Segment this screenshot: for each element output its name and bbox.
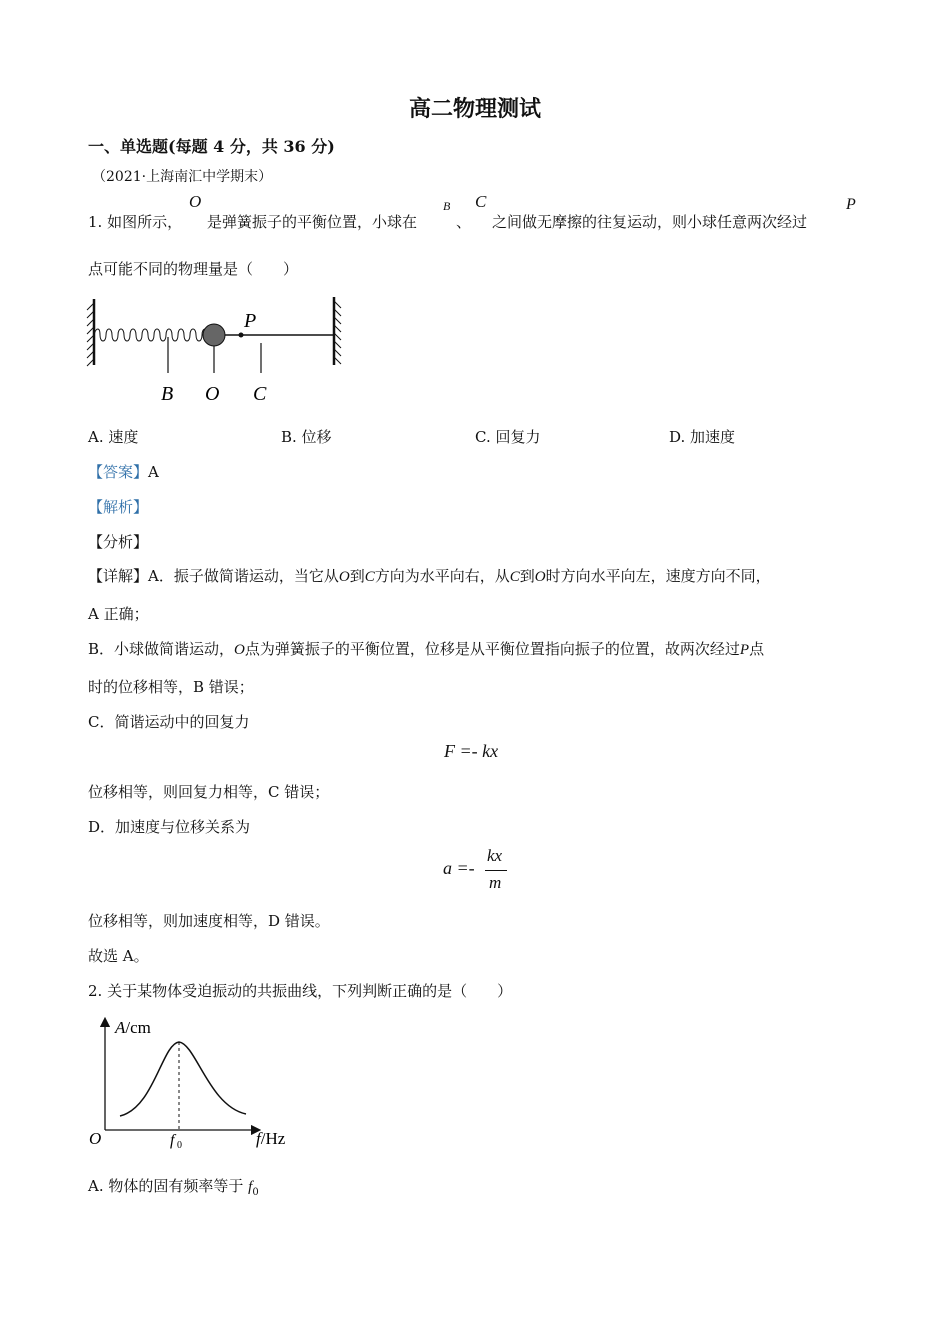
q1-option-b[interactable]: B. 位移	[281, 428, 332, 446]
resonance-curve-figure	[84, 1014, 299, 1154]
fraction-bar	[485, 870, 507, 871]
detail-paragraph-b	[88, 638, 764, 659]
answer-value: A	[148, 463, 159, 481]
detail-label: 【详解】	[88, 567, 149, 585]
q1-option-c[interactable]: C. 回复力	[475, 428, 541, 446]
symbol-f: f	[248, 1179, 253, 1195]
x-axis-label	[256, 1129, 286, 1148]
origin-label: O	[89, 1129, 102, 1148]
q1-stem-part1: 1. 如图所示，	[88, 213, 183, 231]
answer-label: 【答案】	[88, 463, 149, 481]
fig-label-c: C	[253, 383, 267, 405]
x-axis-symbol: f	[256, 1129, 261, 1148]
detail-text: A．振子做简谐运动，当它从	[148, 567, 339, 585]
q2-stem: 2. 关于某物体受迫振动的共振曲线，下列判断正确的是（ ）	[88, 982, 513, 1000]
symbol-c: C	[364, 569, 375, 585]
q1-stem-part2: 是弹簧振子的平衡位置，小球在	[207, 213, 418, 231]
equation-acceleration-lhs: a =-	[443, 858, 475, 878]
equation-restoring-force: F =- kx	[444, 741, 499, 761]
detail-paragraph-c: C．简谐运动中的回复力	[88, 713, 250, 731]
equation-fraction-denominator: m	[489, 873, 502, 892]
detail-paragraph-c-after: 位移相等，则回复力相等，C 错误；	[88, 783, 330, 801]
detail-paragraph-a-line2: A 正确；	[88, 605, 149, 623]
detail-paragraph-b-line2: 时的位移相等，B 错误；	[88, 678, 254, 696]
f0-tick-subscript: 0	[177, 1140, 182, 1151]
detail-paragraph-d: D．加速度与位移关系为	[88, 818, 251, 836]
q1-option-a[interactable]: A. 速度	[88, 428, 139, 446]
detail-text: 点为弹簧振子的平衡位置，位移是从平衡位置指向振子的位置，故两次经过	[244, 640, 740, 658]
detail-paragraph-a	[88, 565, 771, 586]
y-axis-unit: /cm	[125, 1018, 151, 1037]
conclusion: 故选 A。	[88, 947, 149, 965]
detail-paragraph-d-after: 位移相等，则加速度相等，D 错误。	[88, 912, 330, 930]
detail-text: 点	[749, 640, 765, 658]
detail-text: 时方向水平向左，速度方向不同，	[545, 567, 771, 585]
q1-symbol-c: C	[475, 192, 487, 211]
detail-text: 到	[519, 567, 535, 585]
q1-option-d[interactable]: D. 加速度	[669, 428, 736, 446]
subscript-zero: 0	[252, 1187, 259, 1198]
q1-symbol-o: O	[189, 192, 202, 211]
q2-option-a-text: A. 物体的固有频率等于	[88, 1177, 249, 1195]
detail-text: B．小球做简谐运动，	[88, 640, 235, 658]
fig-label-b: B	[161, 383, 174, 405]
q1-stem-part3: 之间做无摩擦的往复运动，则小球任意两次经过	[492, 213, 808, 231]
q1-stem-line2: 点可能不同的物理量是（ ）	[88, 260, 299, 278]
q1-symbol-p: P	[846, 196, 856, 213]
section-heading: 一、单选题(每题 4 分，共 36 分)	[88, 137, 335, 156]
q1-symbol-b: B	[443, 199, 451, 213]
q2-option-a[interactable]	[88, 1175, 259, 1198]
answer-line	[88, 461, 159, 482]
detail-text: 方向为水平向右，从	[374, 567, 510, 585]
detail-text: 到	[349, 567, 365, 585]
symbol-c: C	[509, 569, 520, 585]
analysis-label: 【解析】	[88, 498, 149, 516]
symbol-o: O	[234, 642, 245, 658]
symbol-o: O	[338, 569, 350, 585]
x-axis-unit: /Hz	[260, 1129, 286, 1148]
q1-separator: 、	[456, 213, 472, 231]
question-source: （2021·上海南汇中学期末）	[92, 169, 273, 185]
fenxi-label: 【分析】	[88, 533, 149, 551]
y-axis-label	[114, 1018, 151, 1037]
spring-oscillator-figure	[84, 295, 344, 407]
fig-label-p: P	[244, 310, 257, 332]
symbol-o: O	[534, 569, 546, 585]
f0-tick-label: f	[170, 1132, 175, 1149]
page-title: 高二物理测试	[408, 96, 541, 122]
equation-fraction-numerator: kx	[487, 846, 503, 865]
y-axis-symbol: A	[115, 1018, 126, 1037]
fig-label-o: O	[205, 383, 220, 405]
symbol-p: P	[739, 642, 750, 658]
